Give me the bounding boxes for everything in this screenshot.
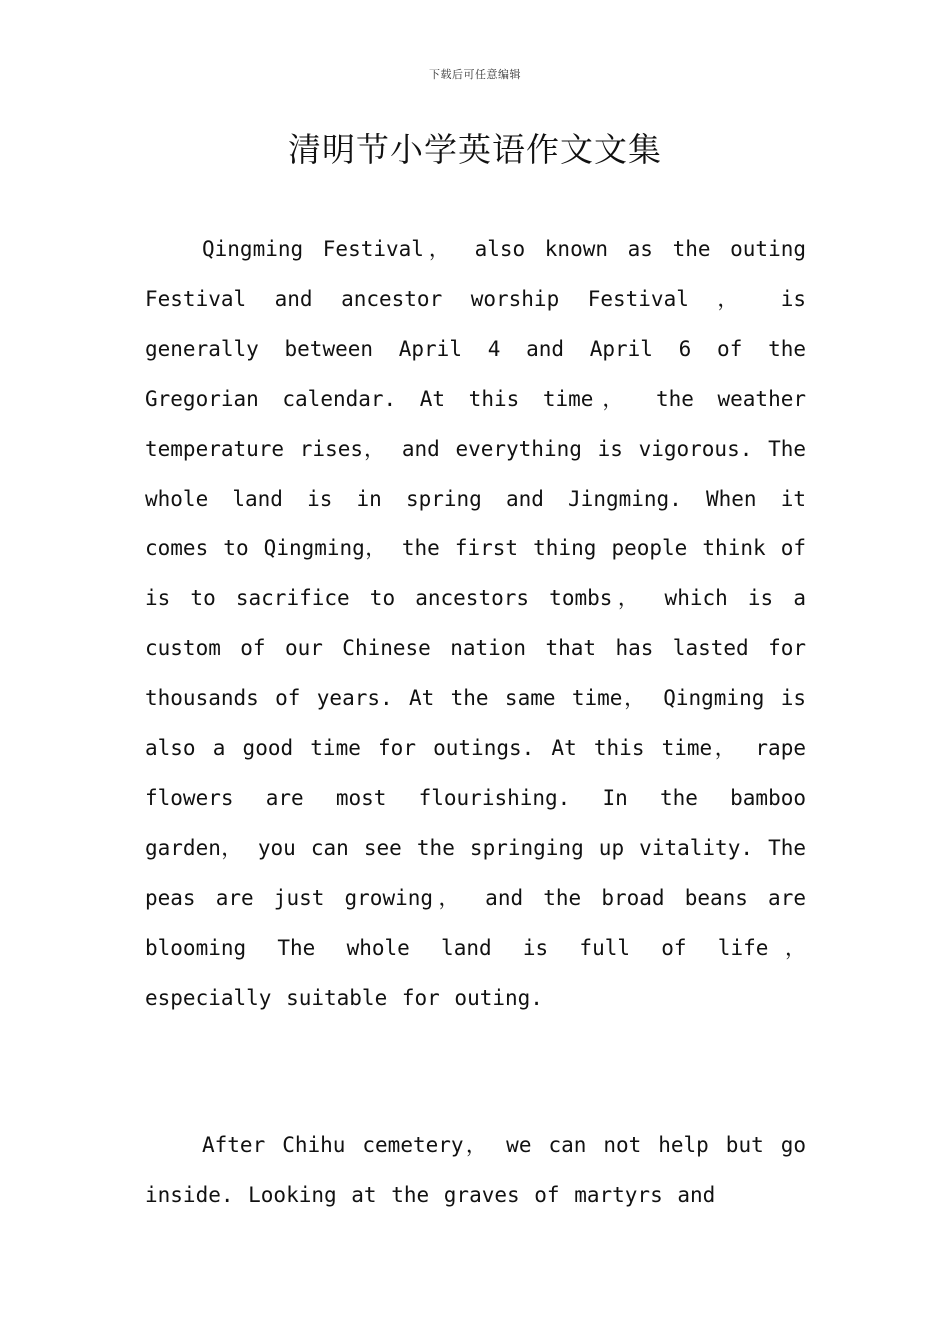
document-title: 清明节小学英语作文文集 (288, 130, 662, 169)
body-paragraph-2: After Chihu cemetery， we can not help but go inside. Looking at the graves of martyrs and (145, 1133, 806, 1207)
body-paragraph-1: Qingming Festival， also known as the outing Festival and ancestor worship Festival ， is generally between April 4 and April 6 of the Gregorian calendar. At this time， the weather temperature rises， and everything is vigorous. The whole land is in spring and Jingming. When it comes to Qingming， the first thing people think of is to sacrifice to ancestors tombs， which is a custom of our Chinese nation that has lasted for thousands of years. At the same time， Qingming is also a good time for outings. At this time， rape flowers are most flourishing. In the bamboo garden， you can see the springing up vitality. The peas are just growing， and the broad beans are blooming The whole land is full of life， especially suitable for outing. (145, 237, 806, 1010)
header-note: 下载后可任意编辑 (429, 68, 521, 81)
